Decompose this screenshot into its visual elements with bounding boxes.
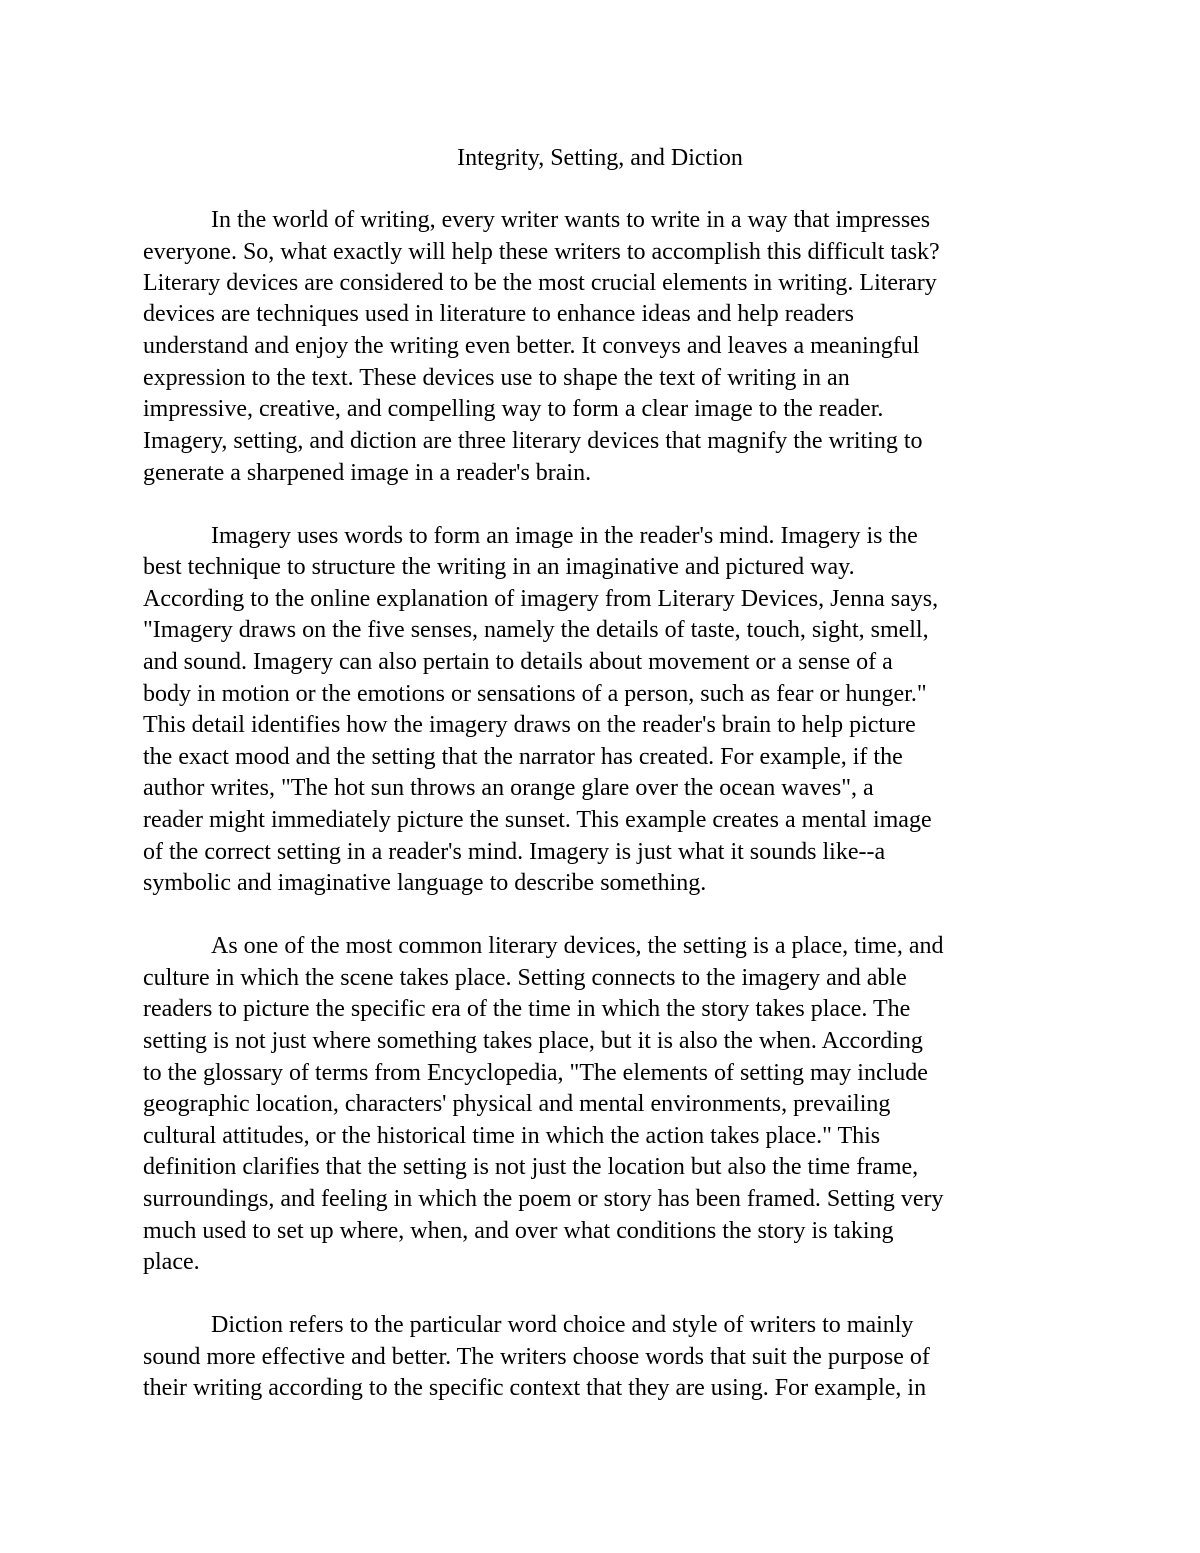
paragraph-line: much used to set up where, when, and over what conditions the story is taking bbox=[143, 1218, 894, 1244]
paragraph-line: and sound. Imagery can also pertain to details about movement or a sense of a bbox=[143, 649, 893, 675]
paragraph-line: to the glossary of terms from Encyclopedia, "The elements of setting may include bbox=[143, 1060, 928, 1086]
paragraph-line: everyone. So, what exactly will help these writers to accomplish this difficult task? bbox=[143, 239, 940, 265]
paragraph-line: generate a sharpened image in a reader's brain. bbox=[143, 460, 592, 486]
paragraph-line: Literary devices are considered to be the most crucial elements in writing. Literary bbox=[143, 270, 937, 296]
paragraph-line: As one of the most common literary devices, the setting is a place, time, and bbox=[211, 933, 944, 959]
paragraph-line: Imagery, setting, and diction are three literary devices that magnify the writing to bbox=[143, 428, 923, 454]
paragraph-line: geographic location, characters' physical and mental environments, prevailing bbox=[143, 1091, 891, 1117]
paragraph-line: symbolic and imaginative language to describe something. bbox=[143, 870, 707, 896]
paragraph-line: "Imagery draws on the five senses, namely the details of taste, touch, sight, smell, bbox=[143, 617, 929, 643]
document-title: Integrity, Setting, and Diction bbox=[457, 145, 743, 171]
paragraph-line: impressive, creative, and compelling way to form a clear image to the reader. bbox=[143, 396, 884, 422]
paragraph-line: setting is not just where something takes place, but it is also the when. According bbox=[143, 1028, 923, 1054]
paragraph-line: culture in which the scene takes place. Setting connects to the imagery and able bbox=[143, 965, 907, 991]
paragraph-line: sound more effective and better. The writers choose words that suit the purpose of bbox=[143, 1344, 930, 1370]
paragraph-line: readers to picture the specific era of the time in which the story takes place. The bbox=[143, 996, 911, 1022]
paragraph-line: surroundings, and feeling in which the poem or story has been framed. Setting very bbox=[143, 1186, 944, 1212]
paragraph-line: place. bbox=[143, 1249, 200, 1275]
paragraph-line: body in motion or the emotions or sensations of a person, such as fear or hunger." bbox=[143, 681, 927, 707]
paragraph-line: devices are techniques used in literature to enhance ideas and help readers bbox=[143, 301, 855, 327]
paragraph-line: In the world of writing, every writer wants to write in a way that impresses bbox=[211, 207, 931, 233]
paragraph-line: According to the online explanation of imagery from Literary Devices, Jenna says, bbox=[143, 586, 939, 612]
paragraph-line: author writes, "The hot sun throws an orange glare over the ocean waves", a bbox=[143, 775, 874, 801]
paragraph-line: of the correct setting in a reader's mind. Imagery is just what it sounds like--a bbox=[143, 839, 886, 865]
paragraph-line: definition clarifies that the setting is not just the location but also the time frame, bbox=[143, 1154, 919, 1180]
paragraph-line: This detail identifies how the imagery draws on the reader's brain to help picture bbox=[143, 712, 916, 738]
paragraph-line: Diction refers to the particular word choice and style of writers to mainly bbox=[211, 1312, 914, 1338]
paragraph-line: Imagery uses words to form an image in the reader's mind. Imagery is the bbox=[211, 523, 918, 549]
paragraph-line: cultural attitudes, or the historical time in which the action takes place." This bbox=[143, 1123, 881, 1149]
paragraph-line: best technique to structure the writing in an imaginative and pictured way. bbox=[143, 554, 855, 580]
paragraph-line: their writing according to the specific context that they are using. For example, in bbox=[143, 1375, 927, 1401]
paragraph-line: expression to the text. These devices use to shape the text of writing in an bbox=[143, 365, 850, 391]
paragraph-line: understand and enjoy the writing even better. It conveys and leaves a meaningful bbox=[143, 333, 920, 359]
paragraph-line: reader might immediately picture the sunset. This example creates a mental image bbox=[143, 807, 932, 833]
paragraph-line: the exact mood and the setting that the narrator has created. For example, if the bbox=[143, 744, 903, 770]
